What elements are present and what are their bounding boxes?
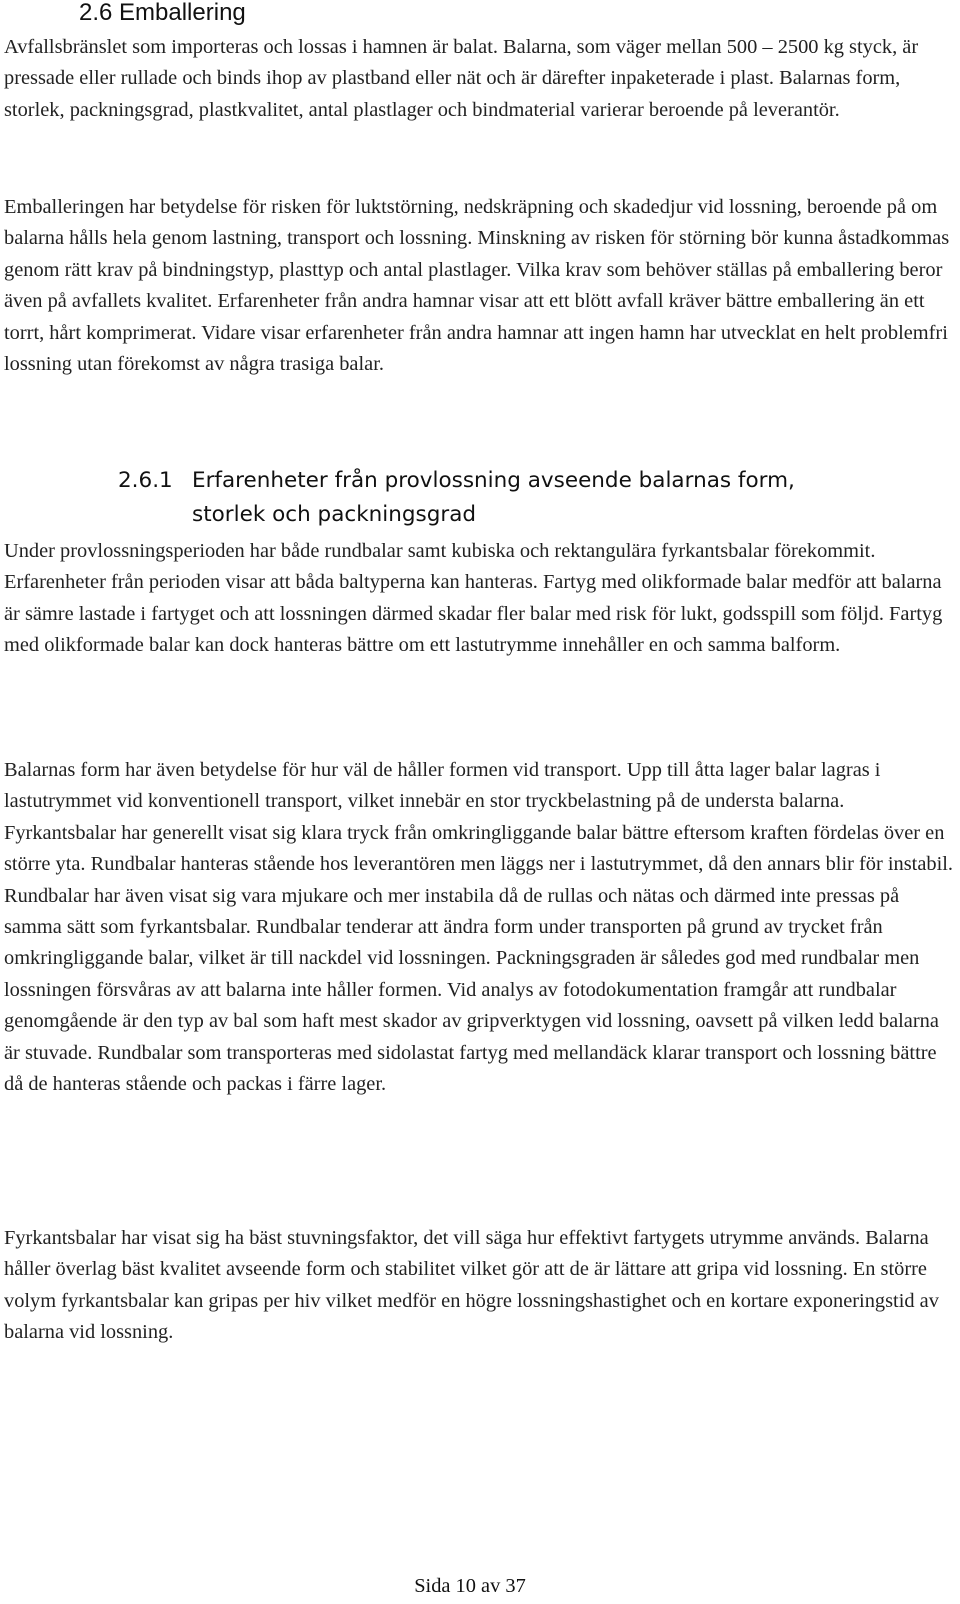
section-heading: 2.6 Emballering: [79, 0, 246, 26]
paragraph-bale-types: Under provlossningsperioden har både rundbalar samt kubiska och rektangulära fyrkantsbalar förekommit. Erfarenheter från perioden visar att båda baltyperna kan hanteras. Fartyg med olikformade balar medför att balarna är sämre lastade i fartyget och att lossningen därmed skadar fler balar med risk för lukt, godsspill som följd. Fartyg med olikformade balar kan dock hanteras bättre om ett lastutrymme innehåller en och samma balform.: [4, 540, 943, 657]
paragraph-bale-shape-transport: Balarnas form har även betydelse för hur väl de håller formen vid transport. Upp till åtta lager balar lagras i lastutrymmet vid konventionell transport, vilket innebär en stor tryckbelastning på de understa balarna. Fyrkantsbalar har generellt visat sig klara tryck från omkringliggande balar bättre eftersom kraften fördelas över en större yta. Rundbalar hanteras stående hos leverantören men läggs ner i lastutrymmet, då den annars blir för instabil. Rundbalar har även visat sig vara mjukare och mer instabila då de rullas och nätas och därmed inte pressas på samma sätt som fyrkantsbalar. Rundbalar tenderar att ändra form under transporten på grund av trycket från omkringliggande balar, vilket är till nackdel vid lossningen. Packningsgraden är således god med rundbalar men lossningen försvåras av att balarna inte håller formen. Vid analys av fotodokumentation framgår att rundbalar genomgående är den typ av bal som haft mest skador av gripverktygen vid lossning, oavsett på vilken ledd balarna är stuvade. Rundbalar som transporteras med sidolastat fartyg med mellandäck klarar transport och lossning bättre då de hanteras stående och packas i färre lager.: [4, 759, 954, 1096]
subsection-title: Erfarenheter från provlossning avseende balarnas form, storlek och packningsgrad: [192, 468, 795, 527]
paragraph-square-bales: Fyrkantsbalar har visat sig ha bäst stuvningsfaktor, det vill säga hur effektivt fartygets utrymme används. Balarna håller överlag bäst kvalitet avseende form och stabilitet vilket gör att de är lättare att gripa vid lossning. En större volym fyrkantsbalar kan gripas per hiv vilket medför en högre lossningshastighet och en kortare exponeringstid av balarna vid lossning.: [4, 1227, 939, 1344]
subsection-number: 2.6.1: [118, 468, 173, 493]
paragraph-baling-intro: Avfallsbränslet som importeras och lossas i hamnen är balat. Balarna, som väger mellan 500 – 2500 kg styck, är pressade eller rullade och binds ihop av plastband eller nät och är därefter inpaketerade i plast. Balarnas form, storlek, packningsgrad, plastkvalitet, antal plastlager och bindmaterial varierar beroende på leverantör.: [4, 36, 919, 121]
paragraph-packaging-risk: Emballeringen har betydelse för risken för luktstörning, nedskräpning och skadedjur vid lossning, beroende på om balarna hålls hela genom lastning, transport och lossning. Minskning av risken för störning bör kunna åstadkommas genom rätt krav på bindningstyp, plasttyp och antal plastlager. Vilka krav som behöver ställas på emballering beror även på avfallets kvalitet. Erfarenheter från andra hamnar visar att ett blött avfall kräver bättre emballering än ett torrt, hårt komprimerat. Vidare visar erfarenheter från andra hamnar att ingen hamn har utvecklat en helt problemfri lossning utan förekomst av några trasiga balar.: [4, 196, 950, 376]
page-number: Sida 10 av 37: [414, 1575, 526, 1597]
subsection-heading: [118, 464, 842, 532]
